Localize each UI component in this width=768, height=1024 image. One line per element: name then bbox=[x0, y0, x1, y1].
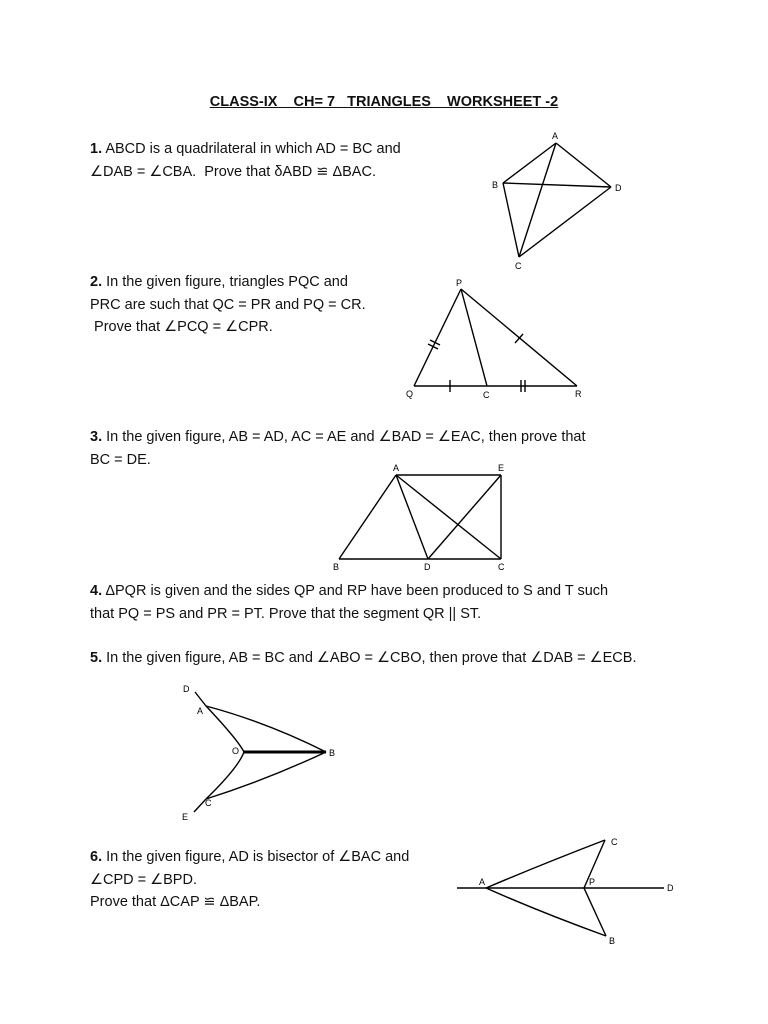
vertex-label-c: C bbox=[498, 562, 505, 572]
vertex-label-d: D bbox=[667, 883, 674, 893]
vertex-label-c: C bbox=[611, 837, 618, 847]
vertex-label-p: P bbox=[589, 877, 596, 887]
vertex-label-e: E bbox=[498, 463, 505, 473]
worksheet-title: CLASS-IX CH= 7 TRIANGLES WORKSHEET -2 bbox=[209, 94, 559, 110]
question-number: 2. bbox=[90, 274, 103, 290]
vertex-label-b: B bbox=[333, 562, 340, 572]
question-text: ABCD is a quadrilateral in which AD = BC and bbox=[105, 141, 401, 157]
vertex-label-b: B bbox=[492, 180, 499, 190]
question-text: ∠DAB = ∠CBA. Prove that δABD ≌ ΔBAC. bbox=[90, 163, 376, 180]
vertex-label-e: E bbox=[182, 812, 189, 822]
vertex-label-c: C bbox=[205, 798, 212, 808]
question-text: ∠CPD = ∠BPD. bbox=[90, 871, 197, 888]
vertex-label-p: P bbox=[456, 278, 463, 288]
question-text: In the given figure, triangles PQC and bbox=[106, 274, 348, 290]
question-text: In the given figure, AD is bisector of ∠BAC and bbox=[106, 849, 410, 865]
question-text: In the given figure, AB = AD, AC = AE and ∠BAD = ∠EAC, then prove that bbox=[106, 429, 586, 445]
vertex-label-c: C bbox=[483, 390, 490, 400]
vertex-label-o: O bbox=[232, 746, 240, 756]
question-number: 5. bbox=[90, 650, 103, 666]
vertex-label-a: A bbox=[479, 877, 486, 887]
question-text: ΔPQR is given and the sides QP and RP have been produced to S and T such bbox=[105, 583, 609, 599]
vertex-label-a: A bbox=[393, 463, 400, 473]
vertex-label-c: C bbox=[515, 261, 522, 271]
question-text: BC = DE. bbox=[90, 451, 151, 468]
question-text: PRC are such that QC = PR and PQ = CR. bbox=[90, 296, 366, 313]
question-number: 4. bbox=[90, 583, 103, 599]
question-text: Prove that ∠PCQ = ∠CPR. bbox=[90, 319, 273, 335]
vertex-label-b: B bbox=[329, 748, 336, 758]
vertex-label-a: A bbox=[552, 131, 559, 141]
question-number: 1. bbox=[90, 141, 103, 157]
question-number: 6. bbox=[90, 849, 103, 865]
question-text: In the given figure, AB = BC and ∠ABO = ∠CBO, then prove that ∠DAB = ∠ECB. bbox=[106, 650, 637, 666]
question-number: 3. bbox=[90, 429, 103, 445]
vertex-label-q: Q bbox=[406, 389, 414, 399]
vertex-label-r: R bbox=[575, 389, 582, 399]
question-text: Prove that ΔCAP ≌ ΔBAP. bbox=[90, 894, 261, 910]
vertex-label-d: D bbox=[615, 183, 622, 193]
vertex-label-d: D bbox=[183, 684, 190, 694]
vertex-label-d: D bbox=[424, 562, 431, 572]
question-text: that PQ = PS and PR = PT. Prove that the segment QR || ST. bbox=[90, 605, 482, 622]
vertex-label-a: A bbox=[197, 706, 204, 716]
vertex-label-b: B bbox=[609, 936, 616, 946]
